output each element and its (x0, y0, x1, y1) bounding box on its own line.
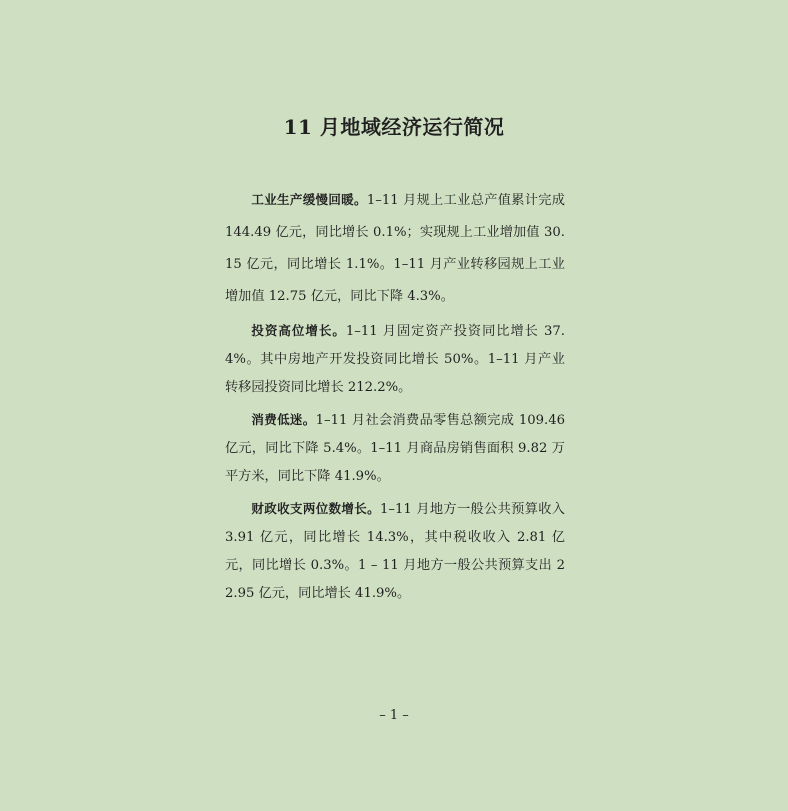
paragraph-text: 1–11 月地方一般公共预算收入 3.91 亿元，同比增长 14.3%，其中税收收入 2.81 亿元，同比增长 0.3%。1 – 11 月地方一般公共预算支出 22.95 亿元，同比增长 41.9%。 (225, 502, 565, 601)
body-text (225, 184, 565, 612)
paragraph-investment (225, 317, 565, 402)
paragraph-lead: 投资高位增长。 (251, 323, 346, 338)
page-number: – 1 – (379, 708, 409, 723)
paragraph-lead: 消费低迷。 (251, 412, 316, 427)
page-title: 11 月地域经济运行简况 (283, 115, 505, 139)
paragraph-text: 1–11 月规上工业总产值累计完成 144.49 亿元，同比增长 0.1%；实现规上工业增加值 30.15 亿元，同比增长 1.1%。1–11 月产业转移园规上工业增加值 12.75 亿元，同比下降 4.3%。 (225, 193, 565, 304)
paragraph-consumption (225, 406, 565, 491)
paragraph-lead: 工业生产缓慢回暖。 (251, 192, 367, 207)
paragraph-finance (225, 495, 565, 608)
paragraph-lead: 财政收支两位数增长。 (251, 501, 380, 516)
paragraph-text: 1–11 月固定资产投资同比增长 37.4%。其中房地产开发投资同比增长 50%。1–11 月产业转移园投资同比增长 212.2%。 (225, 324, 565, 395)
paragraph-industry (225, 184, 565, 313)
paragraph-text: 1–11 月社会消费品零售总额完成 109.46 亿元，同比下降 5.4%。1–11 月商品房销售面积 9.82 万平方米，同比下降 41.9%。 (225, 413, 565, 484)
